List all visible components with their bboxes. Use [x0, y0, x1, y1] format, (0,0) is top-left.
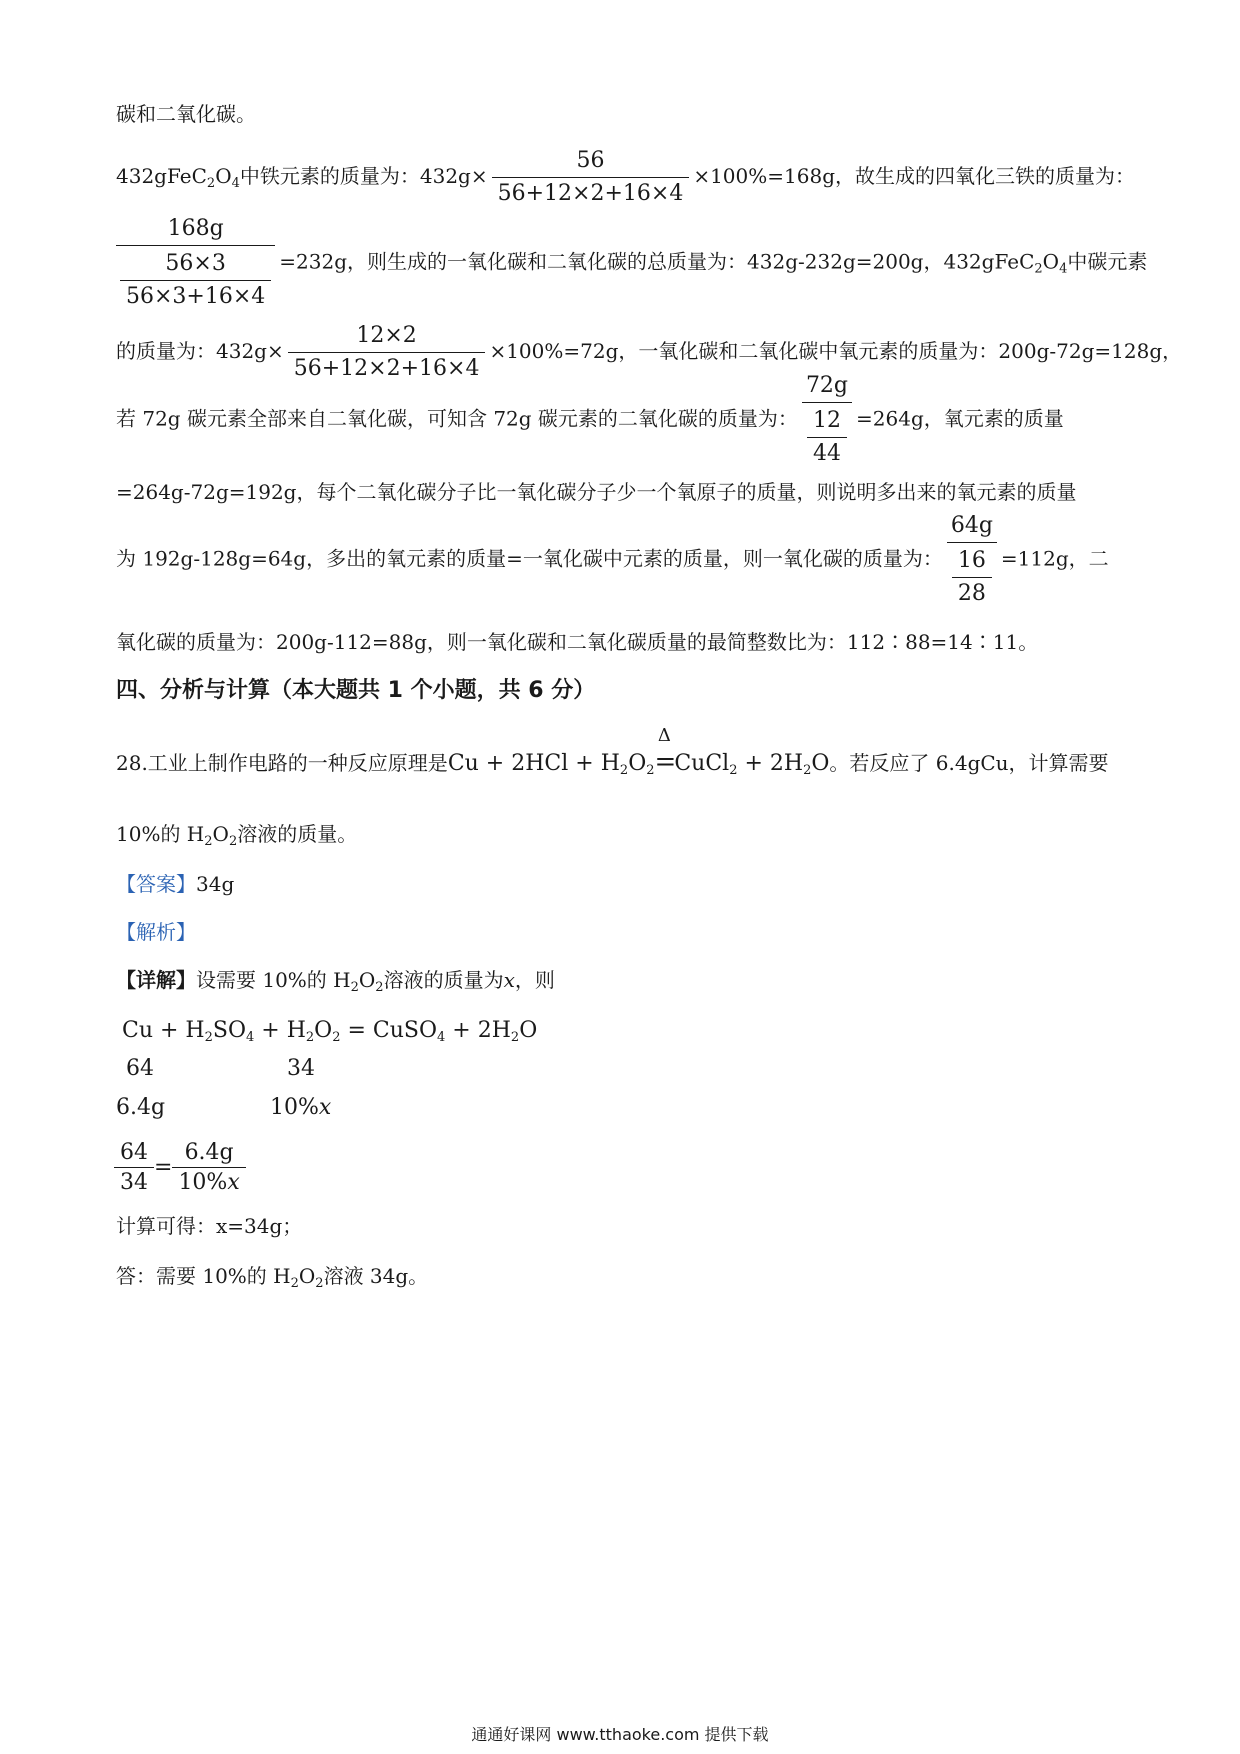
subscript: 4 [437, 1030, 446, 1045]
variable-x: x [227, 1170, 240, 1195]
denominator [802, 403, 852, 468]
subscript: 2 [510, 1030, 520, 1045]
eq-part: + 2H [445, 1018, 511, 1043]
eq-part: Cu + 2HCl + H [447, 751, 620, 776]
complex-fraction-fe3o4 [116, 215, 275, 311]
final-answer-line [116, 1262, 428, 1298]
complex-fraction-co2 [802, 372, 852, 468]
detail-line [116, 966, 555, 1002]
solution-equation [122, 1018, 537, 1045]
ratio-equation: $\frac{64}{34}$ = $\frac{6.4g}{10\%x}$ [114, 1140, 246, 1195]
eq-part: O [519, 1018, 538, 1043]
text: 碳和二氧化碳。 [116, 102, 256, 126]
molar-mass-h2o2: 34 [287, 1056, 315, 1081]
subscript: 2 [332, 1030, 341, 1045]
molar-mass-cu: 64 [126, 1056, 154, 1081]
text-line-5 [116, 372, 1064, 468]
numerator: 64 [120, 1140, 148, 1165]
subscript: 2 [204, 1030, 213, 1045]
calc-line [116, 1212, 302, 1240]
eq-part: CuCl [674, 751, 730, 776]
text: ×100%=168g，故生成的四氧化三铁的质量为： [693, 164, 1135, 188]
subscript: 2 [315, 1276, 324, 1291]
text-line-1 [116, 100, 256, 128]
eq-part: O [314, 1018, 333, 1043]
text: 若 72g 碳元素全部来自二氧化碳，可知含 72g 碳元素的二氧化碳的质量为： [116, 406, 798, 431]
analysis-line [116, 918, 196, 946]
variable-x: x [318, 1095, 332, 1120]
numerator: 12×2 [356, 323, 417, 348]
percent: 10% [270, 1095, 319, 1120]
fraction-iron-ratio [492, 147, 690, 208]
eq-part: + H [254, 1018, 306, 1043]
text: 。若反应了 6.4gCu，计算需要 [829, 751, 1109, 775]
text: =264g，氧元素的质量 [856, 406, 1064, 431]
text: 答：需要 10%的 H [116, 1264, 291, 1288]
numerator: 12 [812, 408, 841, 433]
subscript: 2 [729, 763, 738, 778]
subscript: 2 [803, 763, 812, 778]
numerator: 72g [802, 372, 852, 403]
subscript: 2 [619, 763, 629, 778]
mass-cu: 6.4g [116, 1095, 166, 1120]
complex-fraction-co [947, 512, 997, 608]
denominator [172, 1167, 245, 1195]
text: O [298, 1264, 316, 1288]
text: 中铁元素的质量为：432g× [239, 164, 488, 188]
text: 432gFeC [116, 164, 207, 188]
text-line-8 [116, 628, 1038, 656]
text: O [212, 822, 229, 846]
text: 计算可得：x=34g； [116, 1214, 303, 1238]
numerator: 56 [576, 148, 605, 173]
eq-part: = CuSO [340, 1018, 438, 1043]
answer-label: 【答案】 [116, 872, 196, 896]
denominator: 28 [952, 577, 992, 608]
delta-symbol: Δ [657, 725, 671, 746]
inner-fraction [952, 547, 992, 608]
reaction-equation [447, 725, 830, 778]
subscript: 2 [228, 834, 238, 849]
text: =112g，二 [1000, 546, 1109, 571]
denominator: 56×3+16×4 [120, 280, 271, 311]
subscript: 2 [646, 763, 655, 778]
eq-part: Cu + H [122, 1018, 205, 1043]
subscript: 2 [350, 980, 359, 995]
denominator: 44 [807, 437, 847, 468]
subscript: 2 [305, 1030, 315, 1045]
text: 氧化碳的质量为：200g-112=88g，则一氧化碳和二氧化碳质量的最简整数比为：112∶88=14∶11。 [116, 630, 1039, 654]
ratio-left [114, 1140, 154, 1195]
eq-part: O [628, 751, 647, 776]
ratio-right [172, 1140, 245, 1195]
text: 28.工业上制作电路的一种反应原理是 [116, 751, 448, 775]
heat-condition: Δ = [655, 748, 675, 778]
analysis-label: 【解析】 [116, 920, 196, 944]
text-line-7 [116, 512, 1109, 608]
subscript: 2 [206, 176, 216, 191]
denominator [116, 246, 275, 311]
text: 的质量为：432g× [116, 339, 284, 363]
subscript: 4 [246, 1030, 255, 1045]
denominator: 56+12×2+16×4 [288, 352, 486, 383]
subscript: 2 [375, 980, 384, 995]
subscript: 2 [204, 834, 213, 849]
denominator [947, 543, 997, 608]
answer-line [116, 870, 234, 898]
text: O [358, 968, 376, 992]
numerator: 64g [947, 512, 997, 543]
subscript: 4 [1059, 261, 1068, 277]
text: 溶液的质量为 [383, 968, 504, 992]
question-28-line-2 [116, 820, 357, 856]
text: 10%的 H [116, 822, 205, 846]
subscript: 2 [290, 1276, 299, 1291]
detail-label: 【详解】 [116, 968, 196, 992]
subscript: 4 [231, 176, 240, 191]
text-line-3 [116, 215, 1147, 311]
heading-text: 四、分析与计算（本大题共 1 个小题，共 6 分） [116, 678, 596, 703]
numerator: 16 [957, 548, 986, 573]
subscript: 2 [1034, 261, 1043, 277]
section-heading [116, 677, 595, 705]
text: 溶液 34g。 [323, 1264, 429, 1288]
text: ×100%=72g，一氧化碳和二氧化碳中氧元素的质量为：200g-72g=128g， [489, 339, 1183, 363]
percent: 10% [178, 1170, 228, 1195]
text: 溶液的质量。 [237, 822, 358, 846]
text: ，则 [514, 968, 555, 992]
page-footer: 通通好课网 www.tthaoke.com 提供下载 [471, 1725, 769, 1744]
inner-fraction [807, 407, 847, 468]
question-28 [116, 725, 1109, 785]
denominator: 34 [114, 1167, 154, 1195]
eq-part: SO [212, 1018, 246, 1043]
eq-part: + 2H [737, 751, 804, 776]
text-line-6 [116, 478, 1076, 506]
eq-part: O [811, 751, 830, 776]
text: =232g，则生成的一氧化碳和二氧化碳的总质量为：432g-232g=200g，432gFeC [279, 249, 1035, 274]
mass-h2o2 [270, 1095, 331, 1120]
text: O [215, 164, 232, 188]
text: 中碳元素 [1067, 249, 1148, 274]
variable-x: x [503, 968, 515, 992]
text-line-2 [116, 147, 1135, 208]
numerator: 168g [116, 215, 275, 246]
numerator: 6.4g [184, 1140, 234, 1165]
text: O [1042, 249, 1060, 274]
answer-value: 34g [196, 872, 235, 896]
text: =264g-72g=192g，每个二氧化碳分子比一氧化碳分子少一个氧原子的质量，则说明多出来的氧元素的质量 [116, 480, 1077, 504]
text: 设需要 10%的 H [196, 968, 351, 992]
denominator: 56+12×2+16×4 [492, 177, 690, 208]
text: 为 192g-128g=64g，多出的氧元素的质量=一氧化碳中元素的质量，则一氧化碳的质量为： [116, 546, 943, 571]
inner-fraction [120, 250, 271, 311]
numerator: 56×3 [165, 251, 226, 276]
